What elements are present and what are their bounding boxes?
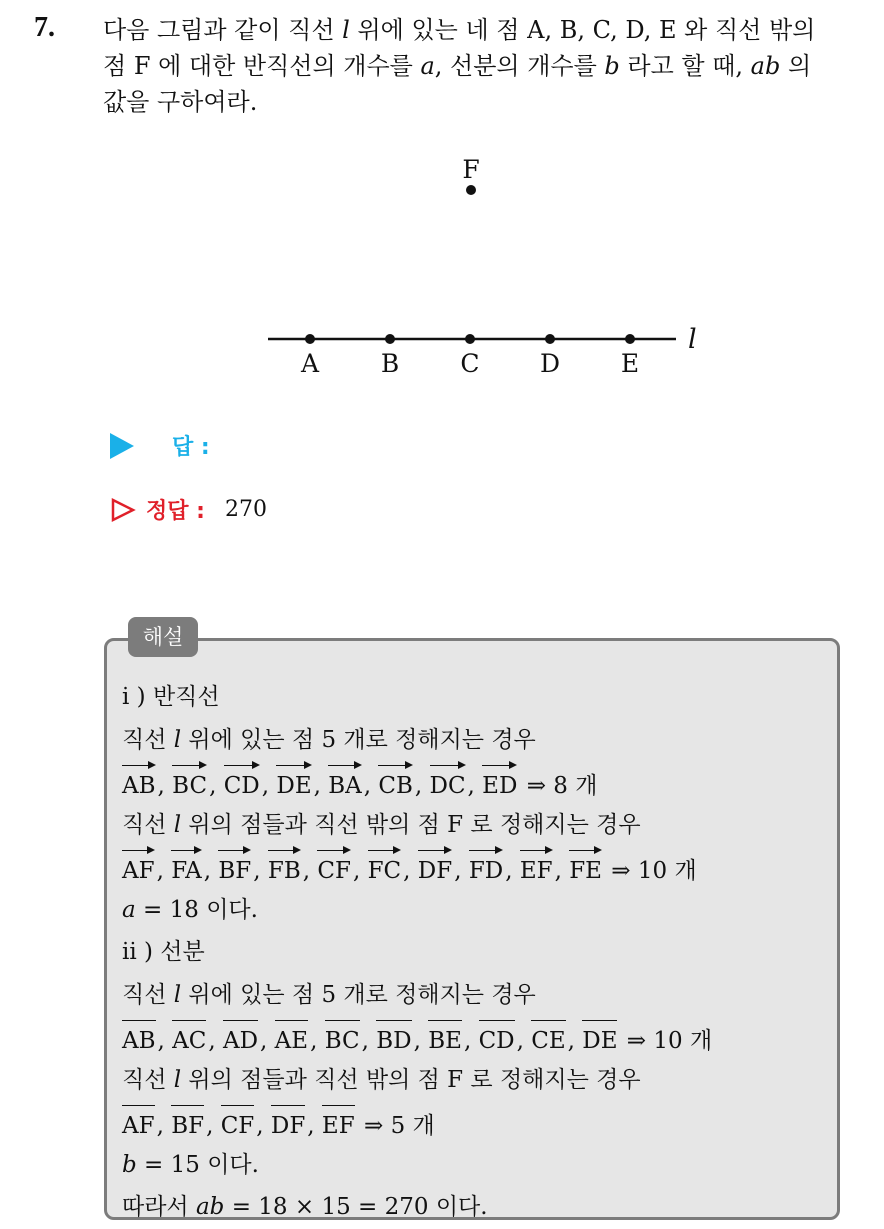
solution-text-run: 위에 있는 점 5 개로 정해지는 경우 (181, 726, 536, 753)
question-text-run: 값을 구하여라. (103, 88, 258, 116)
count-result: ⇒ 10 개 (626, 1028, 713, 1054)
math-variable: l (173, 981, 182, 1008)
point-label-e: E (620, 349, 640, 378)
segment-notation: AE (275, 1016, 308, 1063)
question-text-run: , 선분의 개수를 (434, 52, 605, 80)
solution-text-run: = 18 이다. (135, 896, 258, 923)
point-c (465, 334, 475, 344)
math-variable: a (420, 52, 435, 80)
point-label-b: B (380, 349, 400, 378)
solution-line (122, 719, 832, 762)
point-label-c: C (460, 349, 480, 378)
question-text-run: 점 F 에 대한 반직선의 개수를 (103, 52, 421, 80)
solution-text-run: 위에 있는 점 5 개로 정해지는 경우 (181, 981, 536, 1008)
question-text (103, 12, 868, 120)
correct-answer-label: 정답 : (146, 499, 205, 524)
segment-notation: CF (221, 1101, 255, 1148)
line-label-l: l (688, 324, 697, 355)
solution-text-run: 위의 점들과 직선 밖의 점 F 로 정해지는 경우 (181, 1066, 641, 1093)
ray-notation: CD (224, 761, 260, 808)
question-text-run: 라고 할 때, (619, 52, 751, 80)
point-label-a: A (300, 349, 320, 378)
ray-notation: FA (171, 846, 202, 893)
ray-notation: FE (569, 846, 602, 893)
count-result: ⇒ 10 개 (611, 858, 697, 884)
segment-notation: DF (271, 1101, 305, 1148)
solution-text-run: 따라서 (122, 1194, 196, 1220)
solution-text-run: i ) 반직선 (122, 684, 220, 710)
ray-notation: BA (328, 761, 362, 808)
ray-notation: BC (172, 761, 207, 808)
segment-notation: AC (172, 1016, 206, 1063)
point-label-d: D (539, 349, 561, 378)
segment-notation: BD (376, 1016, 411, 1063)
math-variable: l (173, 811, 182, 838)
ray-notation: BF (218, 846, 251, 893)
solution-line (122, 974, 832, 1017)
segment-notation: CD (479, 1016, 515, 1063)
solution-body (122, 676, 832, 1229)
solution-text-run: 직선 (122, 811, 174, 838)
segment-notation: AF (122, 1101, 155, 1148)
question-text-run: 의 (780, 52, 812, 80)
ray-notation: FB (268, 846, 301, 893)
ray-notation: DF (418, 846, 452, 893)
segment-notation: CE (531, 1016, 565, 1063)
point-label-f: F (462, 155, 480, 184)
solution-text-run: = 18 × 15 = 270 이다. (224, 1194, 488, 1220)
ray-notation: EF (520, 846, 553, 893)
question-text-run: 위에 있는 네 점 A, B, C, D, E 와 직선 밖의 (349, 16, 816, 44)
question-line (103, 48, 868, 84)
outline-triangle-icon (110, 497, 136, 523)
question-line (103, 12, 868, 48)
count-result: ⇒ 8 개 (526, 773, 598, 799)
segment-notation: DE (582, 1016, 617, 1063)
solution-text-run: 위의 점들과 직선 밖의 점 F 로 정해지는 경우 (181, 811, 641, 838)
question-line (103, 84, 868, 120)
solution-line (122, 676, 832, 719)
solution-text-run: ii ) 선분 (122, 939, 205, 965)
point-e (625, 334, 635, 344)
math-variable: ab (195, 1194, 225, 1220)
ray-notation: DE (276, 761, 311, 808)
segment-notation: BF (171, 1101, 204, 1148)
math-variable: l (173, 726, 182, 753)
segment-notation: EF (322, 1101, 355, 1148)
solution-line: AB, BC, CD, DE, BA, CB, DC, ED ⇒ 8 개 (122, 761, 832, 804)
solution-line (122, 931, 832, 974)
solution-line (122, 1186, 832, 1229)
solution-line (122, 804, 832, 847)
segment-notation: AD (223, 1016, 258, 1063)
points-on-line (300, 334, 639, 378)
segment-notation: BE (428, 1016, 462, 1063)
solution-line (122, 889, 832, 932)
ray-notation: ED (482, 761, 517, 808)
correct-answer-row (110, 494, 267, 525)
solution-text-run: = 15 이다. (136, 1151, 259, 1178)
ray-notation: FD (469, 846, 503, 893)
question-number: 7. (34, 12, 55, 43)
point-a (305, 334, 315, 344)
count-result: ⇒ 5 개 (363, 1113, 435, 1139)
math-variable: ab (750, 52, 781, 80)
answer-row (110, 430, 210, 461)
solution-line: AB, AC, AD, AE, BC, BD, BE, CD, CE, DE ⇒ 10 개 (122, 1016, 832, 1059)
ray-notation: CB (378, 761, 413, 808)
ray-notation: AF (122, 846, 155, 893)
ray-notation: FC (368, 846, 402, 893)
ray-notation: CF (317, 846, 351, 893)
question-text-run: 다음 그림과 같이 직선 (103, 16, 343, 44)
solution-line (122, 1144, 832, 1187)
ray-notation: AB (122, 761, 156, 808)
math-variable: l (342, 16, 350, 44)
answer-label: 답 : (172, 435, 210, 460)
math-variable: b (122, 1151, 137, 1178)
ray-notation: DC (430, 761, 466, 808)
solution-text-run: 직선 (122, 726, 174, 753)
solution-tab: 해설 (128, 617, 198, 657)
solution-text-run: 직선 (122, 1066, 174, 1093)
correct-answer-value: 270 (224, 497, 267, 522)
play-triangle-icon (110, 433, 134, 459)
solution-line: AF, FA, BF, FB, CF, FC, DF, FD, EF, FE ⇒ 10 개 (122, 846, 832, 889)
math-variable: a (122, 896, 136, 923)
solution-line (122, 1059, 832, 1102)
point-f (466, 185, 476, 195)
solution-text-run: 직선 (122, 981, 174, 1008)
geometry-figure (0, 140, 884, 380)
math-variable: b (604, 52, 620, 80)
segment-notation: BC (325, 1016, 360, 1063)
segment-notation: AB (122, 1016, 156, 1063)
point-b (385, 334, 395, 344)
solution-line: AF, BF, CF, DF, EF ⇒ 5 개 (122, 1101, 832, 1144)
math-variable: l (173, 1066, 182, 1093)
point-d (545, 334, 555, 344)
